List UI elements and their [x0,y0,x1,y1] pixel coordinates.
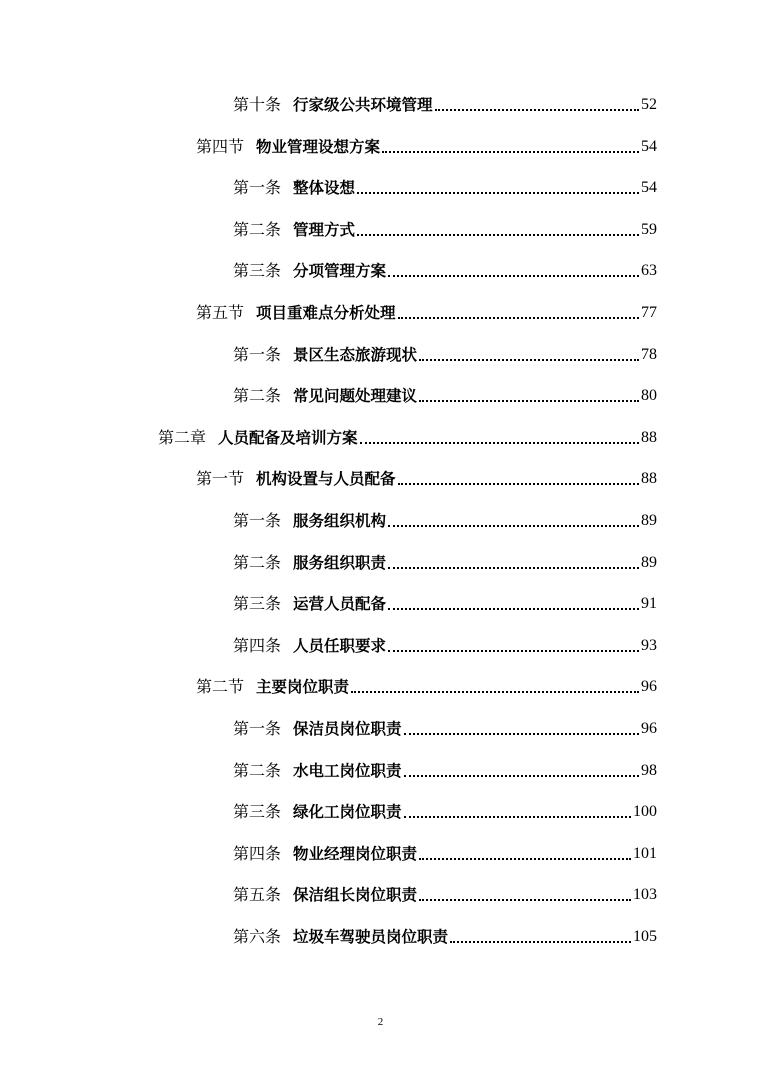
toc-entry[interactable] [233,508,657,534]
toc-entry[interactable] [233,383,657,409]
toc-entry-number: 第五节 [196,303,245,322]
toc-entry-number: 第二条 [233,219,282,239]
toc-entry[interactable] [196,134,657,160]
toc-entry-number: 第十条 [233,95,282,114]
toc-entry[interactable] [196,300,657,326]
toc-entry-title: 人员配备及培训方案 [218,428,358,447]
toc-entry-title: 项目重难点分析处理 [256,304,396,322]
toc-entry-number: 第三条 [233,261,282,281]
toc-entry-number: 第二条 [233,760,282,780]
dot-leader [360,442,639,444]
toc-entry-page: 98 [641,761,657,779]
toc-entry-page: 103 [633,886,657,904]
toc-entry[interactable] [233,716,657,742]
dot-leader [398,317,639,319]
toc-entry-title: 分项管理方案 [293,262,387,281]
toc-entry-title: 保洁组长岗位职责 [293,886,418,905]
toc-entry-title: 垃圾车驾驶员岗位职责 [293,928,449,946]
toc-entry-page: 80 [641,387,657,405]
toc-entry-number: 第四条 [233,843,282,863]
toc-entry-page: 59 [641,220,657,238]
dot-leader [388,650,639,652]
toc-entry-page: 54 [641,179,657,197]
dot-leader [388,567,639,569]
dot-leader [388,275,639,277]
toc-entry-page: 105 [633,928,657,945]
toc-entry-title: 机构设置与人员配备 [256,470,396,489]
toc-entry[interactable] [233,258,657,284]
toc-entry[interactable] [196,466,657,492]
toc-entry-number: 第四节 [196,136,245,156]
toc-entry-number: 第二条 [233,386,282,406]
toc-entry-number: 第二节 [196,677,245,697]
toc-entry-page: 96 [641,720,657,737]
toc-entry-title: 水电工岗位职责 [293,761,402,780]
toc-entry-number: 第一条 [233,178,282,198]
toc-entry-page: 63 [641,262,657,280]
dot-leader [435,109,639,111]
toc-entry[interactable] [233,841,657,867]
toc-entry[interactable] [233,92,657,118]
toc-entry-page: 91 [641,595,657,613]
toc-entry[interactable] [233,882,657,908]
toc-entry-title: 保洁员岗位职责 [293,720,402,738]
dot-leader [419,899,631,901]
toc-entry-number: 第二条 [233,552,282,572]
toc-entry-page: 89 [641,553,657,571]
toc-entry-page: 52 [641,96,657,113]
toc-entry-title: 主要岗位职责 [256,678,350,697]
toc-entry-page: 101 [633,844,657,862]
toc-entry-title: 行家级公共环境管理 [293,96,433,114]
toc-entry-title: 运营人员配备 [293,595,387,614]
toc-entry-title: 物业经理岗位职责 [293,844,418,863]
toc-entry-number: 第一节 [196,469,245,489]
toc-entry-number: 第六条 [233,927,282,946]
toc-entry-page: 54 [641,137,657,155]
toc-entry-title: 管理方式 [293,220,356,239]
dot-leader [382,151,639,153]
toc-entry-number: 第一条 [233,511,282,530]
toc-entry[interactable] [233,342,657,368]
toc-entry-title: 服务组织机构 [293,512,387,530]
dot-leader [404,816,631,818]
toc-entry[interactable] [233,175,657,201]
dot-leader [357,234,639,236]
toc-entry-page: 100 [633,803,657,821]
toc-entry-page: 77 [641,304,657,321]
toc-entry[interactable] [196,674,657,700]
toc-entry[interactable] [233,550,657,576]
toc-entry-number: 第四条 [233,635,282,655]
dot-leader [419,359,639,361]
toc-entry-title: 常见问题处理建议 [293,387,418,406]
toc-entry-title: 整体设想 [293,179,356,198]
dot-leader [419,858,631,860]
toc-entry-number: 第三条 [233,594,282,614]
toc-entry-title: 景区生态旅游现状 [293,345,418,364]
toc-entry[interactable] [233,799,657,825]
toc-entry-number: 第三条 [233,802,282,822]
dot-leader [404,733,639,735]
dot-leader [419,400,639,402]
dot-leader [450,941,631,943]
toc-entry[interactable] [233,591,657,617]
toc-entry[interactable] [233,924,657,950]
toc-entry-number: 第一条 [233,344,282,364]
toc-entry-title: 物业管理设想方案 [256,137,381,156]
toc-entry-title: 人员任职要求 [293,636,387,655]
toc-entry[interactable] [233,633,657,659]
page-number: 2 [377,1016,384,1028]
dot-leader [351,691,639,693]
toc-entry-page: 93 [641,636,657,654]
toc-entry-page: 96 [641,678,657,696]
toc-entry-title: 服务组织职责 [293,553,387,572]
toc-entry[interactable] [158,425,657,451]
toc-entry-title: 绿化工岗位职责 [293,803,402,822]
toc-entry-page: 88 [641,428,657,446]
dot-leader [398,483,639,485]
dot-leader [388,608,639,610]
toc-entry-page: 88 [641,470,657,488]
toc-entry-number: 第一条 [233,719,282,738]
dot-leader [404,775,639,777]
toc-entry-page: 78 [641,345,657,363]
toc-entry[interactable] [233,758,657,784]
toc-entry-number: 第二章 [158,427,207,447]
toc-entry[interactable] [233,217,657,243]
dot-leader [357,192,639,194]
dot-leader [388,525,639,527]
toc-entry-page: 89 [641,512,657,529]
toc-entry-number: 第五条 [233,885,282,905]
